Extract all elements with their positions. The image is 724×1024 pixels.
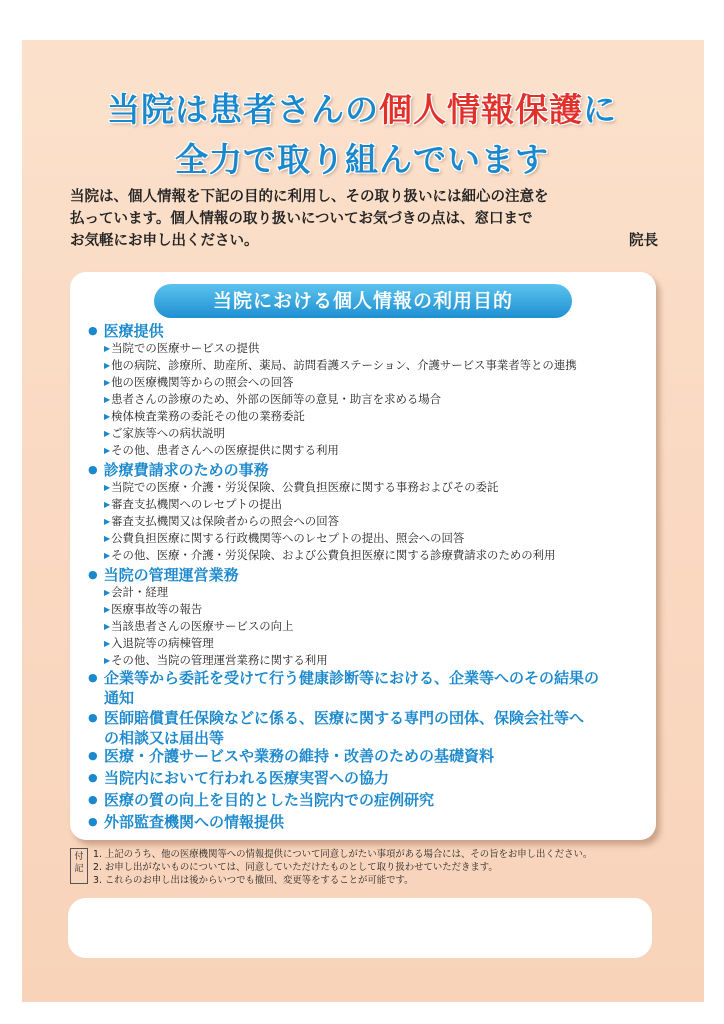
list-item: ▶ 会計・経理 [104,584,168,600]
purpose-text: 医療の質の向上を目的とした当院内での症例研究 [104,791,435,809]
headline-highlight: 個人情報保護 [379,90,583,129]
intro-line-3: お気軽にお申し出ください。 [70,233,259,249]
bullet-icon: ● [88,711,98,724]
panel-title: 当院における個人情報の利用目的 [154,284,572,318]
purpose-item [88,790,648,810]
purpose-text: 当院内において行われる医療実習への協力 [104,769,390,787]
blank-info-box [68,898,652,958]
headline-line-1 [0,84,724,131]
intro-text [70,186,660,252]
appendix-label-bottom: 記 [74,864,84,874]
section-heading: ● 医療提供 [88,320,164,341]
list-item: ▶ その他、医療・介護・労災保険、および公費負担医療に関する診療費請求のための利用 [104,547,555,563]
purpose-item [88,668,648,708]
bullet-icon: ● [88,793,98,806]
list-item: ▶ 当院での医療・介護・労災保険、公費負担医療に関する事務およびその委託 [104,479,498,495]
list-item: ▶ 審査支払機関又は保険者からの照会への回答 [104,513,339,529]
list-item: ▶ 審査支払機関へのレセプトの提出 [104,496,282,512]
intro-line-1: 当院は、個人情報を下記の目的に利用し、その取り扱いには細心の注意を [70,189,549,205]
appendix-label-top: 付 [74,852,84,862]
intro-line-2: 払っています。個人情報の取り扱いについてお気づきの点は、窓口まで [70,211,533,227]
list-item: ▶ 他の病院、診療所、助産所、薬局、訪問看護ステーション、介護サービス事業者等との連携 [104,357,577,373]
list-item: ▶ 検体検査業務の委託その他の業務委託 [104,408,305,424]
bullet-icon: ● [88,749,98,762]
list-item: ▶ その他、患者さんへの医療提供に関する利用 [104,442,339,458]
note-item: 1. 上記のうち、他の医療機関等への情報提供について同意しがたい事項がある場合には、その旨をお申し出ください。 [93,849,593,860]
headline-line-2: 全力で取り組んでいます [175,140,549,179]
purpose-text-line-1: 企業等から委託を受けて行う健康診断等における、企業等へのその結果の [104,669,600,687]
purpose-text: 外部監査機関への情報提供 [104,813,285,831]
list-item: ▶ その他、当院の管理運営業務に関する利用 [104,652,328,668]
purpose-text-line-1: 医師賠償責任保険などに係る、医療に関する専門の団体、保険会社等へ [104,709,585,727]
signature: 院長 [629,233,658,249]
purpose-item [88,812,648,832]
bullet-icon: ● [88,815,98,828]
appendix-label [70,848,88,884]
list-item: ▶ 当院での医療サービスの提供 [104,340,259,356]
list-item: ▶ 入退院等の病棟管理 [104,635,214,651]
purpose-text: 医療・介護サービスや業務の維持・改善のための基礎資料 [104,747,495,765]
list-item: ▶ 当該患者さんの医療サービスの向上 [104,618,293,634]
list-item: ▶ 患者さんの診療のため、外部の医師等の意見・助言を求める場合 [104,391,441,407]
purpose-item [88,768,648,788]
appendix-notes [93,848,592,887]
headline-part-2: に [583,90,617,129]
list-item: ▶ 他の医療機関等からの照会への回答 [104,374,293,390]
bullet-icon: ● [88,671,98,684]
note-item: 2. お申し出がないものについては、同意していただけたものとして取り扱わせていただきます。 [93,862,498,873]
purpose-text-line-2: の相談又は届出等 [104,729,225,747]
purpose-panel [70,272,656,840]
section-heading: ● 当院の管理運営業務 [88,564,239,585]
purpose-item [88,708,648,748]
purpose-text-line-2: 通知 [104,689,135,707]
note-item: 3. これらのお申し出は後からいつでも撤回、変更等をすることが可能です。 [93,875,414,886]
bullet-icon: ● [88,771,98,784]
list-item: ▶ 医療事故等の報告 [104,601,202,617]
headline-part-1: 当院は患者さんの [107,90,379,129]
purpose-item [88,746,648,766]
list-item: ▶ 公費負担医療に関する行政機関等へのレセプトの提出、照会への回答 [104,530,464,546]
section-heading: ● 診療費請求のための事務 [88,459,269,480]
list-item: ▶ ご家族等への病状説明 [104,425,225,441]
